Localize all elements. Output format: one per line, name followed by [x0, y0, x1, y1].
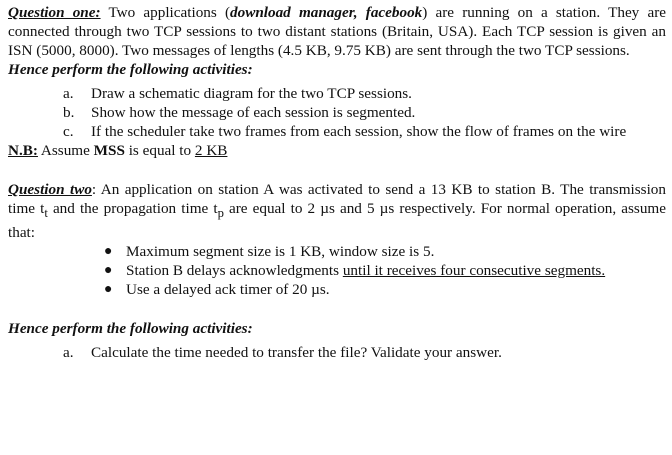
activity-text: Calculate the time needed to transfer the file? Validate your answer.	[91, 344, 502, 362]
assumption-item	[8, 242, 606, 261]
question-one-hence-heading: Hence perform the following activities:	[8, 61, 253, 78]
question-two-label: Question two	[8, 181, 92, 198]
nb-mss: MSS	[93, 142, 125, 159]
question-one-activities	[8, 84, 666, 141]
assumption-text: Maximum segment size is 1 KB, window size is 5.	[126, 243, 435, 261]
nb-note	[8, 141, 666, 160]
bullet-icon: ●	[104, 263, 113, 279]
question-two-assumptions	[8, 242, 666, 299]
assumption-text: Use a delayed ack timer of 20 µs.	[126, 281, 330, 299]
activity-text: Show how the message of each session is segmented.	[91, 104, 416, 121]
bullet-icon: ●	[104, 244, 113, 260]
question-one-text-rest: ) are running on a station. They are connected through two TCP sessions to two distant stations (Britain, USA). Each TCP session is given an ISN (5000, 8000). Two messages of lengths (4.5 KB, 9.75 KB) are sent through the two TCP sessions.	[8, 4, 666, 59]
activity-item	[8, 343, 666, 362]
assumption-item	[8, 280, 606, 299]
assumption-text: Station B delays acknowledgments	[126, 262, 343, 280]
question-two-hence-heading: Hence perform the following activities:	[8, 320, 253, 338]
question-one-apps: download manager, facebook	[230, 4, 423, 21]
activity-marker: c.	[63, 123, 74, 140]
nb-value: 2 KB	[194, 142, 228, 159]
question-two-text-middle: and the propagation time t	[47, 200, 218, 217]
question-two-activities	[8, 343, 666, 362]
activity-marker: a.	[63, 85, 74, 102]
subscript-p: p	[217, 206, 224, 221]
question-two-text-end: are equal to 2 µs and 5 µs respectively. For normal operation, assume that:	[8, 200, 666, 242]
activity-item	[8, 84, 666, 103]
activity-item	[8, 103, 666, 122]
spacer	[8, 299, 666, 319]
assumption-text-underlined: until it receives four consecutive segments.	[342, 262, 606, 280]
question-two-paragraph	[8, 180, 666, 242]
nb-text-middle: is equal to	[124, 142, 195, 159]
activity-marker: b.	[63, 104, 75, 121]
question-one-paragraph	[8, 3, 666, 60]
bullet-icon: ●	[104, 282, 113, 298]
nb-label: N.B:	[8, 142, 38, 159]
question-two-text-start: : An application on station A was activated to send a 13 KB to station B. The transmission time t	[8, 181, 666, 217]
activity-marker: a.	[63, 344, 74, 362]
activity-item	[8, 122, 666, 141]
spacer	[8, 160, 666, 180]
document-page	[8, 3, 666, 362]
question-one-text-start: Two applications (	[100, 4, 231, 21]
question-one-label: Question one:	[8, 4, 101, 21]
nb-text-start: Assume	[37, 142, 94, 159]
activity-text: If the scheduler take two frames from each session, show the flow of frames on the wire	[91, 123, 627, 140]
assumption-item	[8, 261, 606, 280]
activity-text: Draw a schematic diagram for the two TCP sessions.	[91, 85, 412, 102]
subscript-t: t	[44, 206, 48, 221]
